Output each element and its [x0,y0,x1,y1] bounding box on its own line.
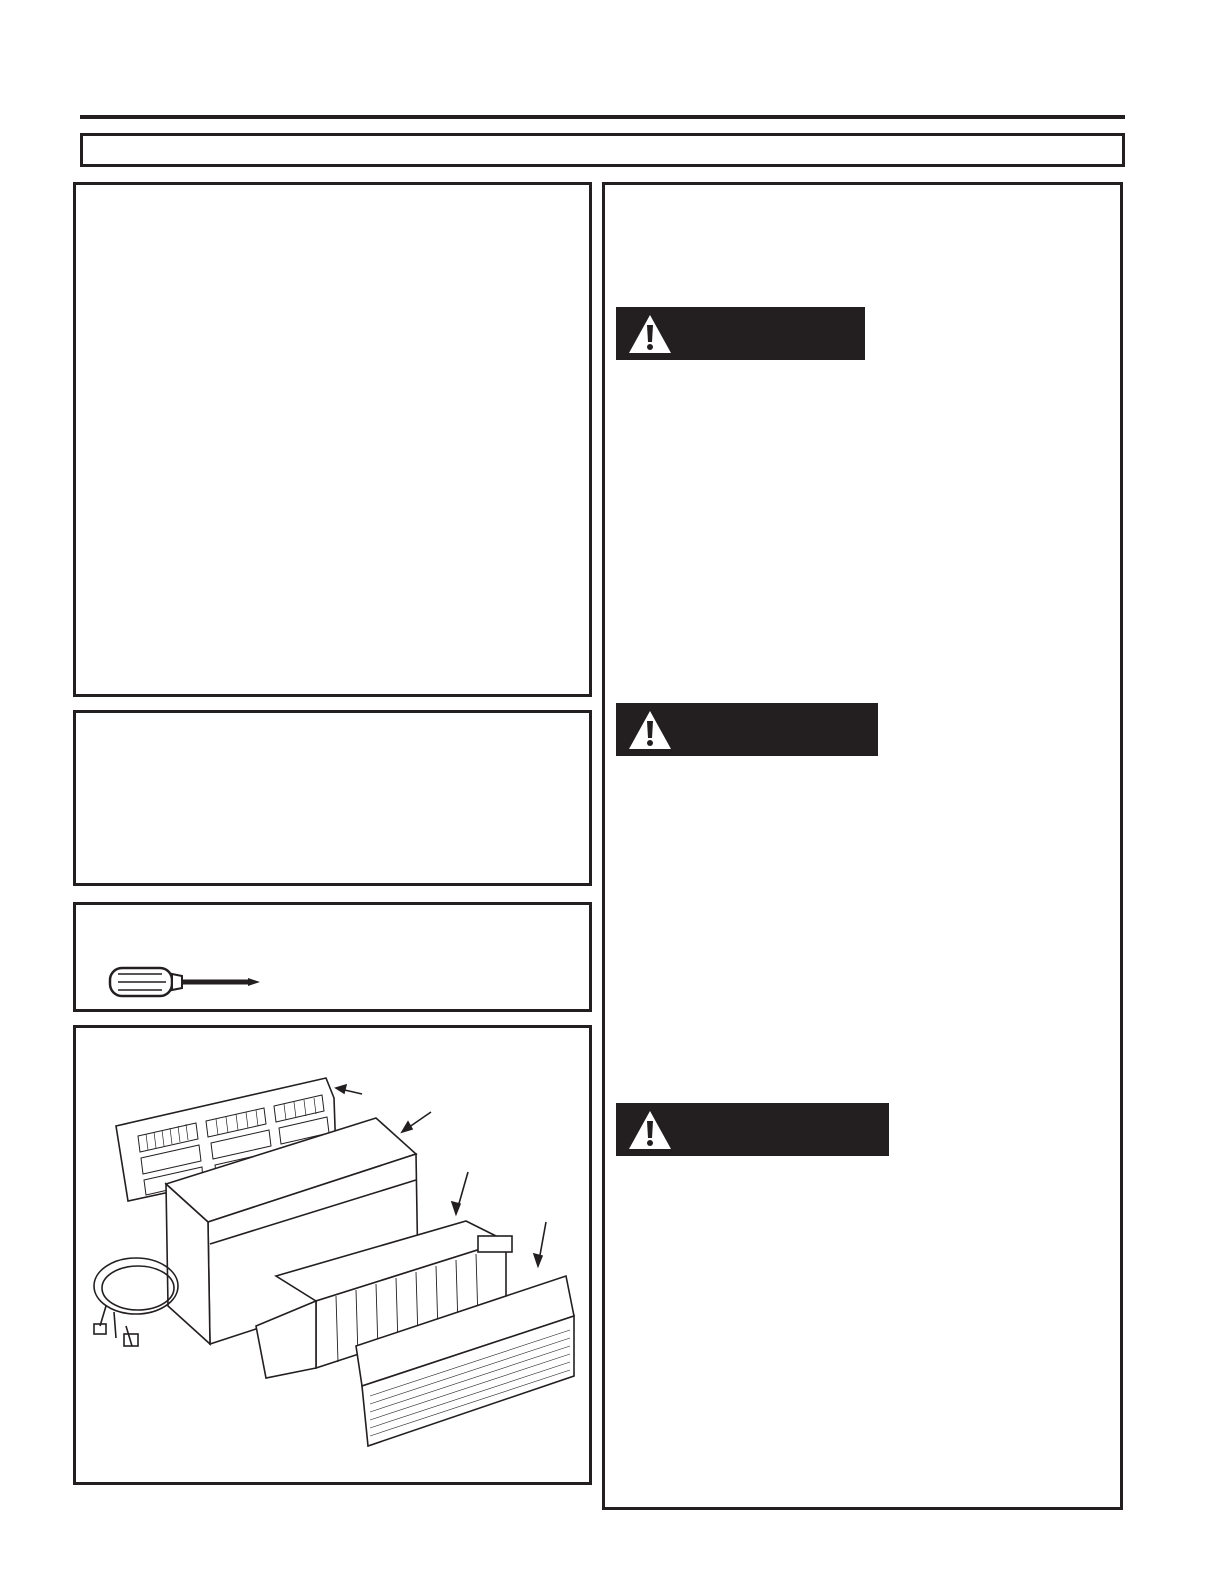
warning-triangle-icon [627,709,673,751]
warning-banner-3 [616,1103,889,1156]
warning-triangle-icon [627,1109,673,1151]
warning-banner-2 [616,703,878,756]
warning-triangle-icon [627,313,673,355]
power-cord [94,1258,178,1346]
warning-banner-1 [616,307,865,360]
notes-panel [73,710,592,886]
section-title-bar [80,133,1125,167]
safety-panel [602,182,1123,1510]
top-rule [80,115,1125,119]
screwdriver-icon [108,962,262,1002]
unit-exploded-diagram [86,1076,586,1456]
intro-panel [73,182,592,697]
